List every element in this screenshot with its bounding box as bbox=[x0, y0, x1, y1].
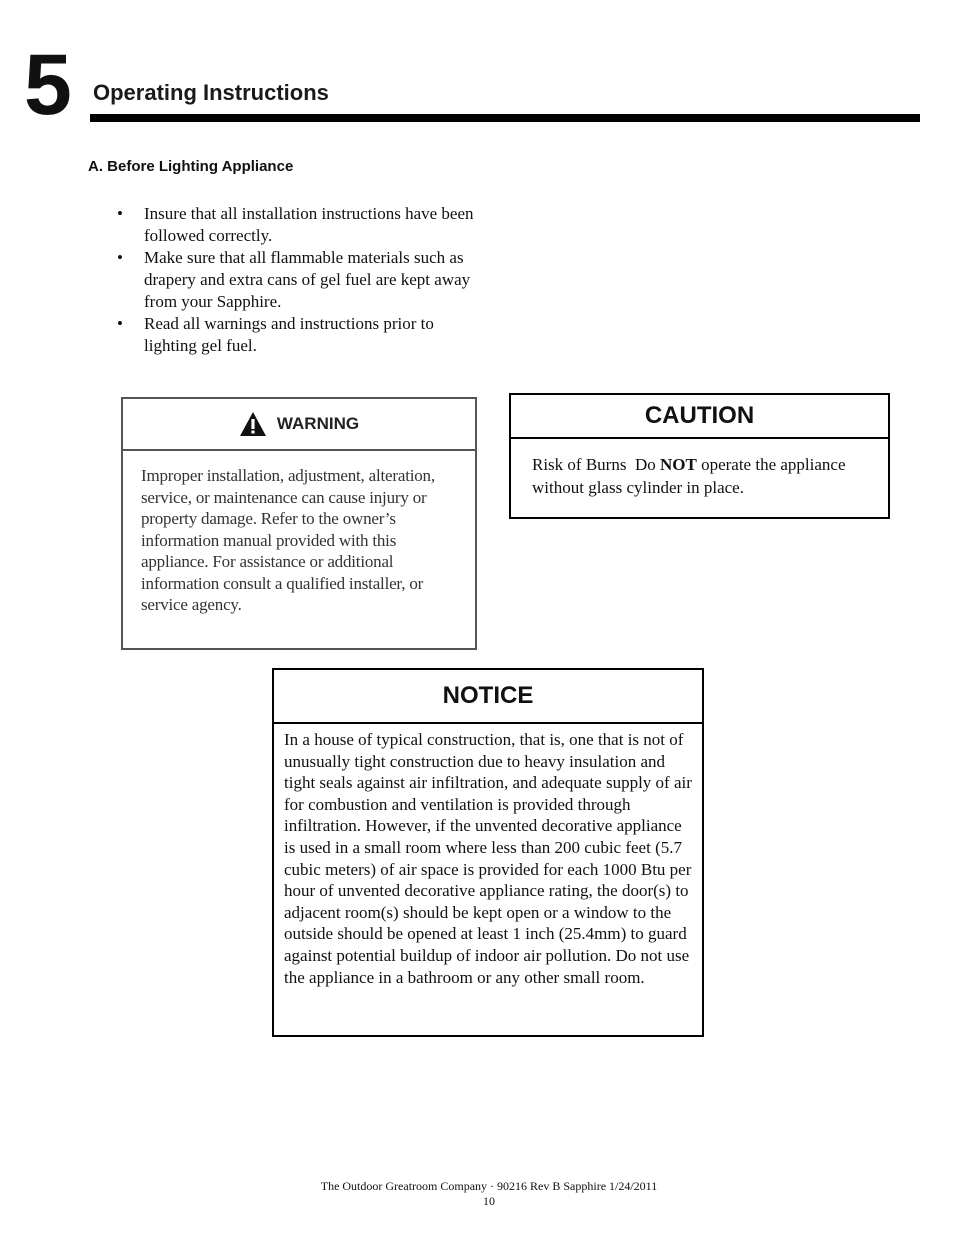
warning-triangle-icon bbox=[239, 411, 267, 437]
list-item bbox=[114, 313, 484, 357]
caution-text-suffix: operate the appliance without glass cylinder in place. bbox=[532, 455, 846, 497]
list-item-text: Read all warnings and instructions prior to lighting gel fuel. bbox=[144, 314, 434, 355]
chapter-title: Operating Instructions bbox=[93, 80, 329, 105]
section-heading: A. Before Lighting Appliance bbox=[88, 158, 294, 175]
warning-text: Improper installation, adjustment, alteration, service, or maintenance can cause injury or property damage. Refer to the owner’s information manual provided with this appliance. For assistance or additional information consult a qualified installer, or service agency. bbox=[141, 466, 435, 614]
chapter-number: 5 bbox=[24, 37, 70, 133]
notice-box bbox=[272, 668, 704, 1037]
notice-text: In a house of typical construction, that is, one that is not of unusually tight construction due to heavy insulation and tight seals against air infiltration, and adequate supply of air for combustion and ventilation is provided through infiltration. However, if the unvented decorative appliance is used in a small room where less than 200 cubic feet (5.7 cubic meters) of air space is provided for each 1000 Btu per hour of unvented decorative appliance rating, the door(s) to adjacent room(s) should be kept open or a window to the outside should be opened at least 1 inch (25.4mm) to guard against potential buildup of indoor air pollution. Do not use the appliance in a bathroom or any other small room. bbox=[284, 730, 692, 987]
caution-text bbox=[511, 439, 888, 499]
chapter-divider bbox=[90, 114, 920, 122]
caution-text-emphasis: NOT bbox=[659, 455, 697, 474]
bullet-icon: • bbox=[117, 248, 123, 267]
caution-header: CAUTION bbox=[511, 395, 888, 439]
list-item-text: Insure that all installation instructions have been followed correctly. bbox=[144, 204, 474, 245]
page-footer bbox=[0, 1179, 954, 1209]
list-item-text: Make sure that all flammable materials such as drapery and extra cans of gel fuel are kept away from your Sapphire. bbox=[144, 248, 471, 311]
caution-text-prefix: Risk of Burns Do bbox=[532, 455, 660, 474]
instruction-list bbox=[114, 203, 484, 357]
warning-box bbox=[121, 397, 477, 650]
warning-header bbox=[123, 399, 475, 451]
list-item bbox=[114, 247, 484, 313]
bullet-icon: • bbox=[117, 314, 123, 333]
page-number: 10 bbox=[483, 1194, 495, 1208]
notice-header: NOTICE bbox=[274, 670, 702, 724]
list-item bbox=[114, 203, 484, 247]
warning-label: WARNING bbox=[276, 414, 360, 433]
caution-box bbox=[509, 393, 890, 519]
bullet-icon: • bbox=[117, 204, 123, 223]
footer-text: The Outdoor Greatroom Company · 90216 Rev B Sapphire 1/24/2011 bbox=[320, 1179, 658, 1193]
